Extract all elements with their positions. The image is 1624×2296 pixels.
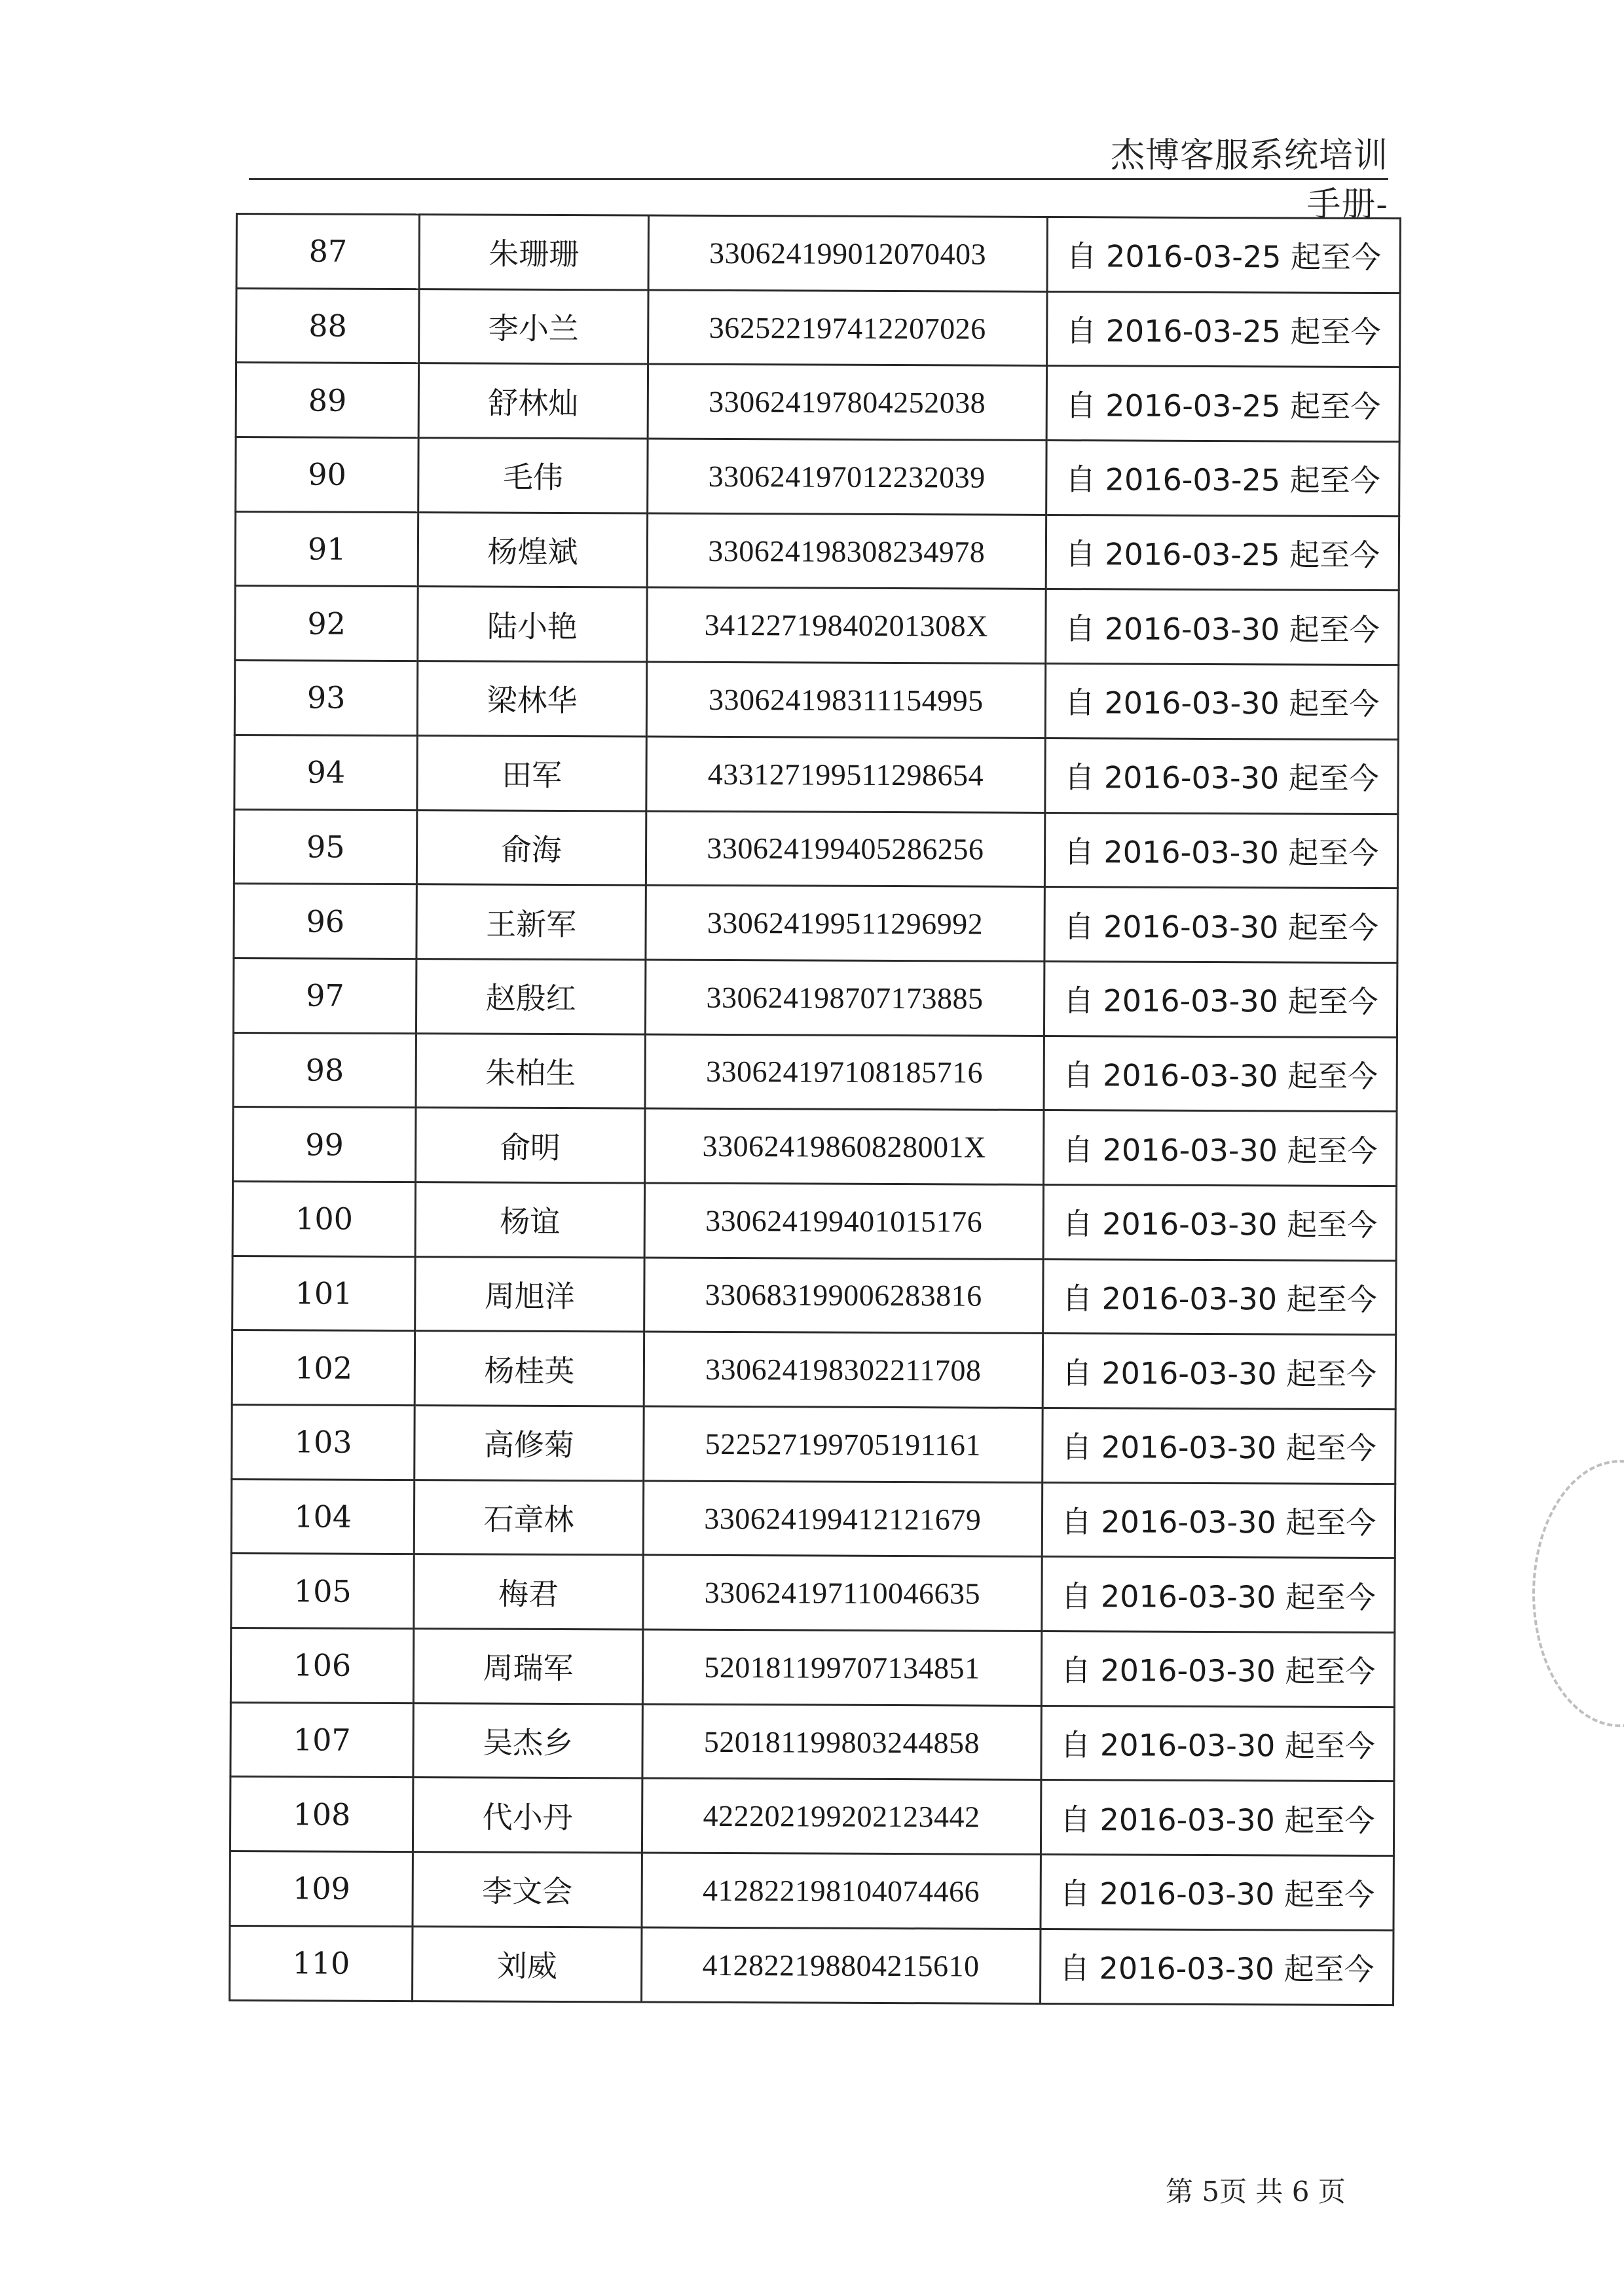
id-number: 330624197804252038 — [648, 364, 1047, 440]
employee-name: 梁林华 — [418, 661, 647, 737]
employee-name: 毛伟 — [418, 438, 648, 513]
row-number: 102 — [232, 1330, 415, 1406]
document-header-title: 杰博客服系统培训手册- — [1110, 136, 1388, 225]
table-row — [232, 1181, 1396, 1260]
employee-name: 周旭洋 — [415, 1256, 644, 1332]
employment-period: 自 2016-03-30 起至今 — [1044, 812, 1397, 888]
table-row — [234, 661, 1398, 740]
employee-name: 吴杰乡 — [413, 1703, 642, 1778]
employment-period: 自 2016-03-30 起至今 — [1044, 1110, 1397, 1186]
id-number: 412822198804215610 — [641, 1927, 1041, 2003]
id-number: 330624197108185716 — [645, 1034, 1044, 1110]
employment-period: 自 2016-03-25 起至今 — [1046, 441, 1399, 517]
employment-period: 自 2016-03-30 起至今 — [1041, 1780, 1394, 1856]
id-number: 522527199705191161 — [643, 1406, 1043, 1482]
employee-name: 舒林灿 — [419, 363, 648, 439]
id-number: 330683199006283816 — [644, 1258, 1043, 1334]
employee-name: 周瑞军 — [414, 1629, 643, 1704]
table-row — [231, 1628, 1394, 1707]
id-number: 520181199803244858 — [642, 1704, 1041, 1780]
header-divider — [249, 178, 1388, 180]
row-number: 105 — [231, 1554, 415, 1629]
table-row — [233, 1107, 1397, 1186]
row-number: 95 — [234, 809, 417, 884]
employee-name: 李文会 — [413, 1852, 642, 1927]
id-number: 330624199511296992 — [646, 885, 1045, 961]
employee-name: 陆小艳 — [418, 587, 647, 662]
table-row — [236, 363, 1399, 442]
employee-name: 俞明 — [416, 1108, 645, 1183]
table-row — [233, 1032, 1397, 1112]
table-row — [230, 1777, 1393, 1856]
row-number: 96 — [234, 884, 417, 959]
employee-name: 刘威 — [413, 1926, 642, 2001]
employment-period: 自 2016-03-30 起至今 — [1046, 589, 1399, 665]
table-row — [235, 511, 1399, 591]
row-number: 93 — [234, 661, 418, 736]
table-row — [231, 1554, 1395, 1633]
table-row — [236, 437, 1399, 517]
row-number: 89 — [236, 363, 419, 438]
table-row — [234, 735, 1398, 814]
row-number: 91 — [235, 511, 418, 587]
table-row — [235, 586, 1399, 665]
employee-name: 李小兰 — [419, 289, 648, 364]
row-number: 90 — [236, 437, 419, 513]
row-number: 104 — [231, 1479, 415, 1554]
employment-period: 自 2016-03-25 起至今 — [1046, 366, 1399, 442]
id-number: 330624198707173885 — [645, 960, 1044, 1036]
id-number: 422202199202123442 — [642, 1778, 1041, 1854]
table-row — [231, 1702, 1394, 1781]
employment-period: 自 2016-03-30 起至今 — [1043, 1334, 1395, 1410]
employee-name: 石章林 — [415, 1480, 644, 1555]
employee-name: 赵殷红 — [416, 958, 646, 1034]
seal-stamp — [1532, 1460, 1624, 1727]
row-number: 107 — [231, 1702, 414, 1777]
employment-period: 自 2016-03-30 起至今 — [1041, 1705, 1394, 1781]
id-number: 330624199405286256 — [646, 811, 1045, 887]
row-number: 103 — [232, 1404, 415, 1480]
row-number: 97 — [233, 958, 416, 1033]
table-row — [233, 958, 1397, 1037]
employee-name: 梅君 — [414, 1554, 643, 1630]
row-number: 101 — [232, 1256, 416, 1331]
employee-name: 田军 — [417, 735, 646, 811]
employment-period: 自 2016-03-30 起至今 — [1045, 664, 1398, 740]
employee-name: 高修菊 — [415, 1406, 644, 1481]
table-row — [232, 1404, 1395, 1484]
row-number: 94 — [234, 735, 418, 810]
id-number: 520181199707134851 — [642, 1630, 1042, 1705]
id-number: 330624199412121679 — [643, 1481, 1043, 1557]
table-row — [231, 1479, 1395, 1558]
employment-period: 自 2016-03-25 起至今 — [1047, 217, 1400, 293]
roster-body — [230, 214, 1401, 2005]
row-number: 88 — [236, 288, 420, 363]
employment-period: 自 2016-03-25 起至今 — [1046, 515, 1399, 591]
employment-period: 自 2016-03-30 起至今 — [1042, 1557, 1395, 1633]
employment-period: 自 2016-03-30 起至今 — [1044, 1036, 1397, 1112]
row-number: 92 — [235, 586, 418, 661]
id-number: 330624198311154995 — [646, 662, 1046, 738]
row-number: 110 — [230, 1925, 413, 2001]
id-number: 33062419860828001X — [644, 1108, 1044, 1184]
id-number: 330624199012070403 — [648, 215, 1048, 291]
table-row — [230, 1925, 1393, 2005]
id-number: 330624197012232039 — [647, 439, 1046, 515]
employment-period: 自 2016-03-30 起至今 — [1042, 1482, 1395, 1558]
row-number: 87 — [236, 214, 420, 289]
employment-period: 自 2016-03-30 起至今 — [1043, 1259, 1396, 1335]
employee-name: 朱柏生 — [416, 1033, 645, 1108]
employee-name: 朱珊珊 — [419, 215, 648, 290]
table-row — [232, 1330, 1395, 1410]
table-row — [236, 214, 1400, 293]
id-number: 330624199401015176 — [644, 1183, 1044, 1259]
employee-name: 杨煌斌 — [418, 512, 648, 587]
employee-name: 杨谊 — [416, 1182, 645, 1258]
row-number: 109 — [230, 1851, 413, 1927]
row-number: 100 — [232, 1181, 416, 1256]
employee-name: 王新军 — [416, 884, 646, 960]
employment-period: 自 2016-03-30 起至今 — [1043, 1184, 1396, 1260]
table-row — [234, 884, 1397, 963]
page-number: 第 5页 共 6 页 — [1166, 2176, 1346, 2208]
table-row — [230, 1851, 1393, 1931]
employment-period: 自 2016-03-25 起至今 — [1047, 291, 1400, 367]
row-number: 108 — [230, 1777, 413, 1852]
employee-name: 俞海 — [417, 810, 646, 885]
employment-period: 自 2016-03-30 起至今 — [1041, 1929, 1393, 2005]
table-row — [232, 1256, 1396, 1335]
row-number: 106 — [231, 1628, 414, 1704]
employment-period: 自 2016-03-30 起至今 — [1044, 887, 1397, 963]
employment-period: 自 2016-03-30 起至今 — [1044, 961, 1397, 1037]
row-number: 99 — [233, 1107, 416, 1182]
id-number: 34122719840201308X — [646, 587, 1046, 663]
employment-period: 自 2016-03-30 起至今 — [1045, 738, 1398, 814]
id-number: 412822198104074466 — [642, 1853, 1041, 1929]
id-number: 330624198302211708 — [644, 1332, 1043, 1408]
table-row — [234, 809, 1397, 888]
table-row — [236, 288, 1400, 367]
employment-period: 自 2016-03-30 起至今 — [1041, 1855, 1393, 1931]
staff-roster-table — [229, 213, 1401, 2006]
employee-name: 代小丹 — [413, 1777, 642, 1853]
id-number: 362522197412207026 — [648, 290, 1047, 366]
row-number: 98 — [233, 1032, 416, 1108]
employment-period: 自 2016-03-30 起至今 — [1043, 1408, 1395, 1484]
employment-period: 自 2016-03-30 起至今 — [1041, 1631, 1394, 1707]
id-number: 433127199511298654 — [646, 737, 1045, 812]
id-number: 330624198308234978 — [647, 513, 1046, 589]
id-number: 330624197110046635 — [642, 1555, 1042, 1631]
employee-name: 杨桂英 — [415, 1331, 644, 1406]
